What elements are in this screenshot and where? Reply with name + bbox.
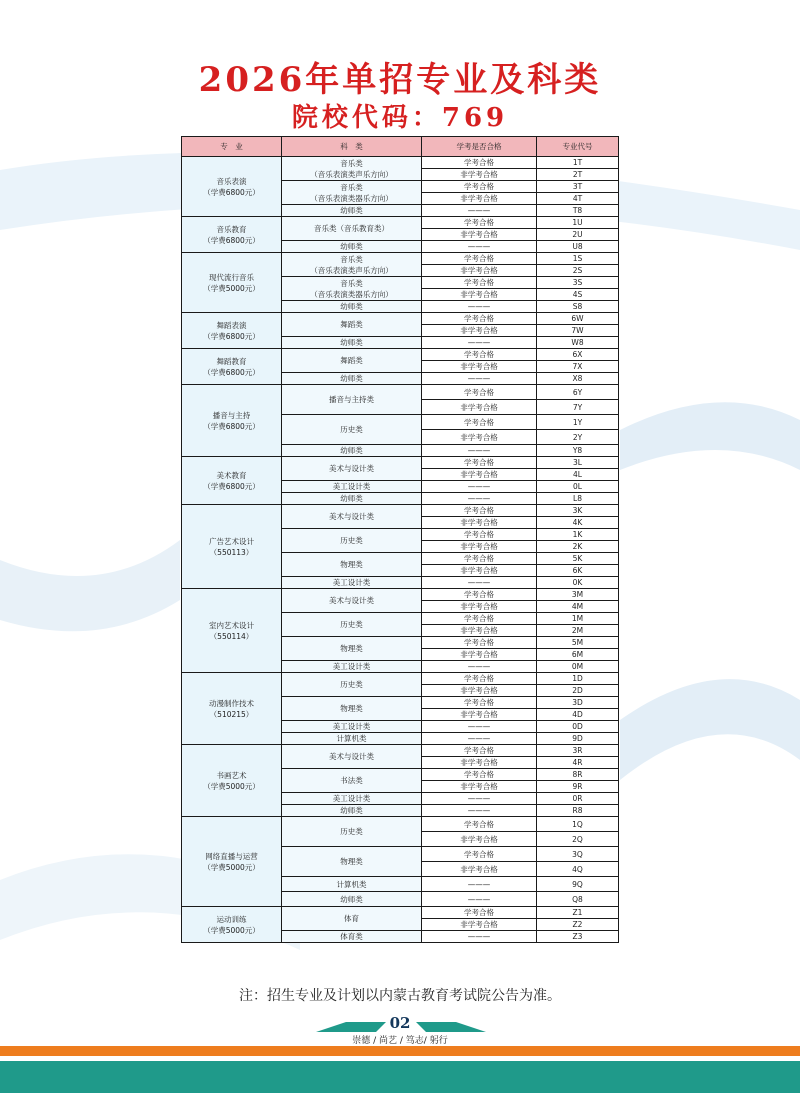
major-name: 播音与主持 [212,410,251,420]
major-detail: （学费6800元） [203,481,260,491]
school-motto: 崇德 / 尚艺 / 笃志/ 躬行 [352,1036,448,1046]
major-code-cell: 7W [537,325,619,337]
major-code-cell: 3R [537,745,619,757]
exam-requirement-cell: ——— [422,577,537,589]
major-code-cell: 2U [537,229,619,241]
major-name: 广告艺术设计 [209,536,254,546]
exam-requirement-cell: ——— [422,721,537,733]
exam-requirement-cell: 非学考合格 [422,193,537,205]
category-cell [282,589,422,613]
category-cell [282,415,422,445]
category-cell [282,481,422,493]
exam-requirement-cell: ——— [422,445,537,457]
category-cell [282,637,422,661]
exam-requirement-cell: 非学考合格 [422,361,537,373]
category-cell [282,661,422,673]
major-code-cell: 0L [537,481,619,493]
exam-requirement-cell: 非学考合格 [422,565,537,577]
table-row [182,157,619,169]
major-code-cell: 3M [537,589,619,601]
major-detail: （550113） [209,547,254,557]
major-detail: （学费6800元） [203,421,260,431]
category-text: 幼师类 [340,806,363,815]
major-cell [182,817,282,907]
major-cell [182,313,282,349]
exam-requirement-cell: 非学考合格 [422,625,537,637]
exam-requirement-cell: 非学考合格 [422,229,537,241]
exam-requirement-cell: 学考合格 [422,181,537,193]
major-name: 室内艺术设计 [209,620,254,630]
major-detail: （学费5000元） [203,781,260,791]
exam-requirement-cell: 学考合格 [422,907,537,919]
exam-requirement-cell: 学考合格 [422,673,537,685]
major-cell [182,457,282,505]
major-code-cell: 2D [537,685,619,697]
category-text: （音乐表演类器乐方向） [310,193,393,203]
exam-requirement-cell: ——— [422,493,537,505]
major-code-cell: T8 [537,205,619,217]
category-text: 历史类 [340,827,363,836]
category-cell [282,613,422,637]
exam-requirement-cell: 非学考合格 [422,781,537,793]
major-code-cell: 4M [537,601,619,613]
category-text: 体育 [344,914,359,923]
major-cell [182,673,282,745]
major-cell [182,505,282,589]
category-text: 物理类 [340,560,363,569]
category-text: 音乐类 [340,278,363,288]
major-code-cell: Z2 [537,919,619,931]
exam-requirement-cell: 学考合格 [422,253,537,265]
exam-requirement-cell: 学考合格 [422,847,537,862]
exam-requirement-cell: 非学考合格 [422,169,537,181]
exam-requirement-cell: 非学考合格 [422,919,537,931]
major-code-cell: 4L [537,469,619,481]
exam-requirement-cell: 非学考合格 [422,832,537,847]
category-cell [282,385,422,415]
major-detail: （学费6800元） [203,331,260,341]
category-text: 书法类 [340,776,363,785]
category-text: 美术与设计类 [329,512,374,521]
major-code-cell: 3D [537,697,619,709]
category-cell [282,217,422,241]
category-text: 幼师类 [340,338,363,347]
category-cell [282,241,422,253]
major-code-cell: Q8 [537,892,619,907]
category-cell [282,505,422,529]
majors-table [181,136,619,943]
category-text: 幼师类 [340,242,363,251]
major-code-cell: 3S [537,277,619,289]
exam-requirement-cell: 学考合格 [422,349,537,361]
exam-requirement-cell: 非学考合格 [422,289,537,301]
table-row [182,505,619,517]
major-code-cell: 9D [537,733,619,745]
footer-orange-band [0,1046,800,1056]
category-cell [282,553,422,577]
exam-requirement-cell: 学考合格 [422,589,537,601]
major-name: 书画艺术 [216,770,247,780]
category-text: 美术与设计类 [329,464,374,473]
major-code-cell: 2Q [537,832,619,847]
category-cell [282,301,422,313]
category-cell [282,457,422,481]
category-cell [282,445,422,457]
category-text: （音乐表演类声乐方向） [310,265,393,275]
exam-requirement-cell: 学考合格 [422,745,537,757]
category-text: 物理类 [340,644,363,653]
major-code-cell: 4S [537,289,619,301]
major-detail: （学费5000元） [203,925,260,935]
exam-requirement-cell: 非学考合格 [422,685,537,697]
table-row [182,673,619,685]
major-detail: （学费6800元） [203,187,260,197]
major-code-cell: Z3 [537,931,619,943]
table-row [182,907,619,919]
major-code-cell: 3T [537,181,619,193]
category-cell [282,205,422,217]
exam-requirement-cell: ——— [422,481,537,493]
major-name: 网络直播与运营 [205,851,258,861]
major-code-cell: 8R [537,769,619,781]
category-text: 幼师类 [340,894,363,904]
exam-requirement-cell: 学考合格 [422,769,537,781]
category-cell [282,577,422,589]
exam-requirement-cell: ——— [422,661,537,673]
major-cell [182,349,282,385]
category-cell [282,877,422,892]
table-header-row [182,137,619,157]
category-text: （音乐表演类器乐方向） [310,289,393,299]
category-text: （音乐表演类声乐方向） [310,169,393,179]
category-text: 物理类 [340,704,363,713]
exam-requirement-cell: 非学考合格 [422,265,537,277]
exam-requirement-cell: ——— [422,892,537,907]
exam-requirement-cell: 非学考合格 [422,517,537,529]
major-cell [182,907,282,943]
exam-requirement-cell: 非学考合格 [422,325,537,337]
category-text: 历史类 [340,680,363,689]
category-cell [282,721,422,733]
major-code-cell: 3K [537,505,619,517]
category-cell [282,349,422,373]
major-code-cell: 4Q [537,862,619,877]
major-name: 舞蹈表演 [216,320,247,330]
exam-requirement-cell: 非学考合格 [422,862,537,877]
exam-requirement-cell: 非学考合格 [422,649,537,661]
exam-requirement-cell: ——— [422,301,537,313]
table-row [182,253,619,265]
category-text: 美工设计类 [332,662,371,671]
category-text: 音乐类（音乐教育类） [314,224,389,233]
category-cell [282,892,422,907]
exam-requirement-cell: 学考合格 [422,277,537,289]
table-body [182,157,619,943]
category-text: 历史类 [340,536,363,545]
category-text: 历史类 [340,425,363,434]
category-text: 幼师类 [340,446,363,455]
category-cell [282,697,422,721]
category-text: 美工设计类 [332,794,371,803]
exam-requirement-cell: 学考合格 [422,313,537,325]
major-name: 现代流行音乐 [209,272,254,282]
major-code-cell: 0M [537,661,619,673]
major-name: 音乐表演 [216,176,247,186]
exam-requirement-cell: ——— [422,205,537,217]
exam-requirement-cell: 非学考合格 [422,601,537,613]
exam-requirement-cell: ——— [422,877,537,892]
exam-requirement-cell: 学考合格 [422,529,537,541]
major-name: 音乐教育 [216,224,247,234]
major-cell [182,589,282,673]
category-text: 美工设计类 [332,578,371,587]
major-code-cell: 1U [537,217,619,229]
school-code: 院校代码：769 [291,103,509,133]
major-code-cell: W8 [537,337,619,349]
category-text: 计算机类 [336,734,367,743]
major-name: 运动训练 [216,914,247,924]
exam-requirement-cell: 学考合格 [422,457,537,469]
major-code-cell: 1S [537,253,619,265]
major-code-cell: 1D [537,673,619,685]
exam-requirement-cell: 非学考合格 [422,430,537,445]
major-detail: （学费6800元） [203,367,260,377]
category-text: 美术与设计类 [329,752,374,761]
category-cell [282,373,422,385]
exam-requirement-cell: ——— [422,805,537,817]
major-code-cell: 6W [537,313,619,325]
category-text: 幼师类 [340,494,363,503]
major-code-cell: 1Y [537,415,619,430]
category-text: 音乐类 [340,182,363,192]
major-cell [182,157,282,217]
major-code-cell: 0K [537,577,619,589]
major-code-cell: 2S [537,265,619,277]
exam-requirement-cell: ——— [422,241,537,253]
category-cell [282,847,422,877]
major-code-cell: 3L [537,457,619,469]
exam-requirement-cell: 学考合格 [422,697,537,709]
header-category: 科 类 [282,137,422,157]
category-cell [282,931,422,943]
major-name: 美术教育 [216,470,247,480]
table-row [182,817,619,832]
major-code-cell: 4T [537,193,619,205]
major-cell [182,253,282,313]
exam-requirement-cell: ——— [422,931,537,943]
category-text: 物理类 [340,857,363,866]
major-code-cell: 1Q [537,817,619,832]
header-exam-requirement: 学考是否合格 [422,137,537,157]
category-text: 幼师类 [340,206,363,215]
major-code-cell: 6K [537,565,619,577]
table-row [182,313,619,325]
category-text: 幼师类 [340,374,363,383]
category-cell [282,253,422,277]
major-code-cell: 2M [537,625,619,637]
exam-requirement-cell: 学考合格 [422,637,537,649]
major-code-cell: 0D [537,721,619,733]
major-code-cell: 3Q [537,847,619,862]
footnote: 注：招生专业及计划以内蒙古教育考试院公告为准。 [239,988,561,1004]
category-text: 历史类 [340,620,363,629]
major-code-cell: U8 [537,241,619,253]
category-text: 计算机类 [336,879,367,889]
major-code-cell: Y8 [537,445,619,457]
major-code-cell: 7X [537,361,619,373]
table-row [182,217,619,229]
page-title: 2026年单招专业及科类 [198,60,602,100]
category-cell [282,181,422,205]
major-code-cell: 1M [537,613,619,625]
category-text: 体育类 [340,932,363,941]
major-detail: （510215） [209,709,254,719]
exam-requirement-cell: 非学考合格 [422,541,537,553]
exam-requirement-cell: 非学考合格 [422,400,537,415]
category-cell [282,493,422,505]
major-code-cell: 4R [537,757,619,769]
category-cell [282,733,422,745]
major-detail: （学费5000元） [203,862,260,872]
exam-requirement-cell: 学考合格 [422,505,537,517]
exam-requirement-cell: 非学考合格 [422,757,537,769]
major-name: 舞蹈教育 [216,356,247,366]
major-code-cell: 7Y [537,400,619,415]
table-row [182,745,619,757]
exam-requirement-cell: 非学考合格 [422,709,537,721]
category-text: 幼师类 [340,302,363,311]
header-major-code: 专业代号 [537,137,619,157]
category-text: 音乐类 [340,254,363,264]
exam-requirement-cell: 学考合格 [422,817,537,832]
category-text: 舞蹈类 [340,356,363,365]
major-code-cell: 1K [537,529,619,541]
category-text: 音乐类 [340,158,363,168]
table-row [182,457,619,469]
major-cell [182,217,282,253]
category-text: 美工设计类 [332,722,371,731]
exam-requirement-cell: ——— [422,793,537,805]
category-cell [282,337,422,349]
category-cell [282,793,422,805]
category-text: 美术与设计类 [329,596,374,605]
exam-requirement-cell: 学考合格 [422,157,537,169]
exam-requirement-cell: ——— [422,337,537,349]
major-code-cell: 6X [537,349,619,361]
exam-requirement-cell: 非学考合格 [422,469,537,481]
major-cell [182,385,282,457]
header-major: 专 业 [182,137,282,157]
category-cell [282,313,422,337]
category-cell [282,157,422,181]
major-code-cell: 9Q [537,877,619,892]
major-detail: （学费5000元） [203,283,260,293]
major-code-cell: 2K [537,541,619,553]
major-detail: （学费6800元） [203,235,260,245]
table-row [182,589,619,601]
table-row [182,385,619,400]
exam-requirement-cell: ——— [422,733,537,745]
major-code-cell: 4D [537,709,619,721]
exam-requirement-cell: 学考合格 [422,385,537,400]
major-code-cell: 5K [537,553,619,565]
major-cell [182,745,282,817]
major-code-cell: 1T [537,157,619,169]
major-code-cell: Z1 [537,907,619,919]
category-cell [282,907,422,931]
category-text: 播音与主持类 [329,395,374,404]
major-code-cell: 6M [537,649,619,661]
major-code-cell: L8 [537,493,619,505]
category-cell [282,817,422,847]
category-cell [282,277,422,301]
major-code-cell: 2T [537,169,619,181]
major-code-cell: 5M [537,637,619,649]
page-number: 02 [389,1014,411,1032]
table-row [182,349,619,361]
major-code-cell: R8 [537,805,619,817]
major-code-cell: S8 [537,301,619,313]
major-detail: （550114） [209,631,254,641]
major-code-cell: 6Y [537,385,619,400]
exam-requirement-cell: ——— [422,373,537,385]
category-cell [282,745,422,769]
major-code-cell: 2Y [537,430,619,445]
major-name: 动漫制作技术 [209,698,254,708]
exam-requirement-cell: 学考合格 [422,217,537,229]
major-code-cell: X8 [537,373,619,385]
category-cell [282,529,422,553]
major-code-cell: 9R [537,781,619,793]
category-text: 美工设计类 [332,482,371,491]
category-text: 舞蹈类 [340,320,363,329]
exam-requirement-cell: 学考合格 [422,415,537,430]
exam-requirement-cell: 学考合格 [422,613,537,625]
exam-requirement-cell: 学考合格 [422,553,537,565]
major-code-cell: 4K [537,517,619,529]
footer-green-band [0,1061,800,1093]
major-code-cell: 0R [537,793,619,805]
category-cell [282,769,422,793]
category-cell [282,673,422,697]
category-cell [282,805,422,817]
